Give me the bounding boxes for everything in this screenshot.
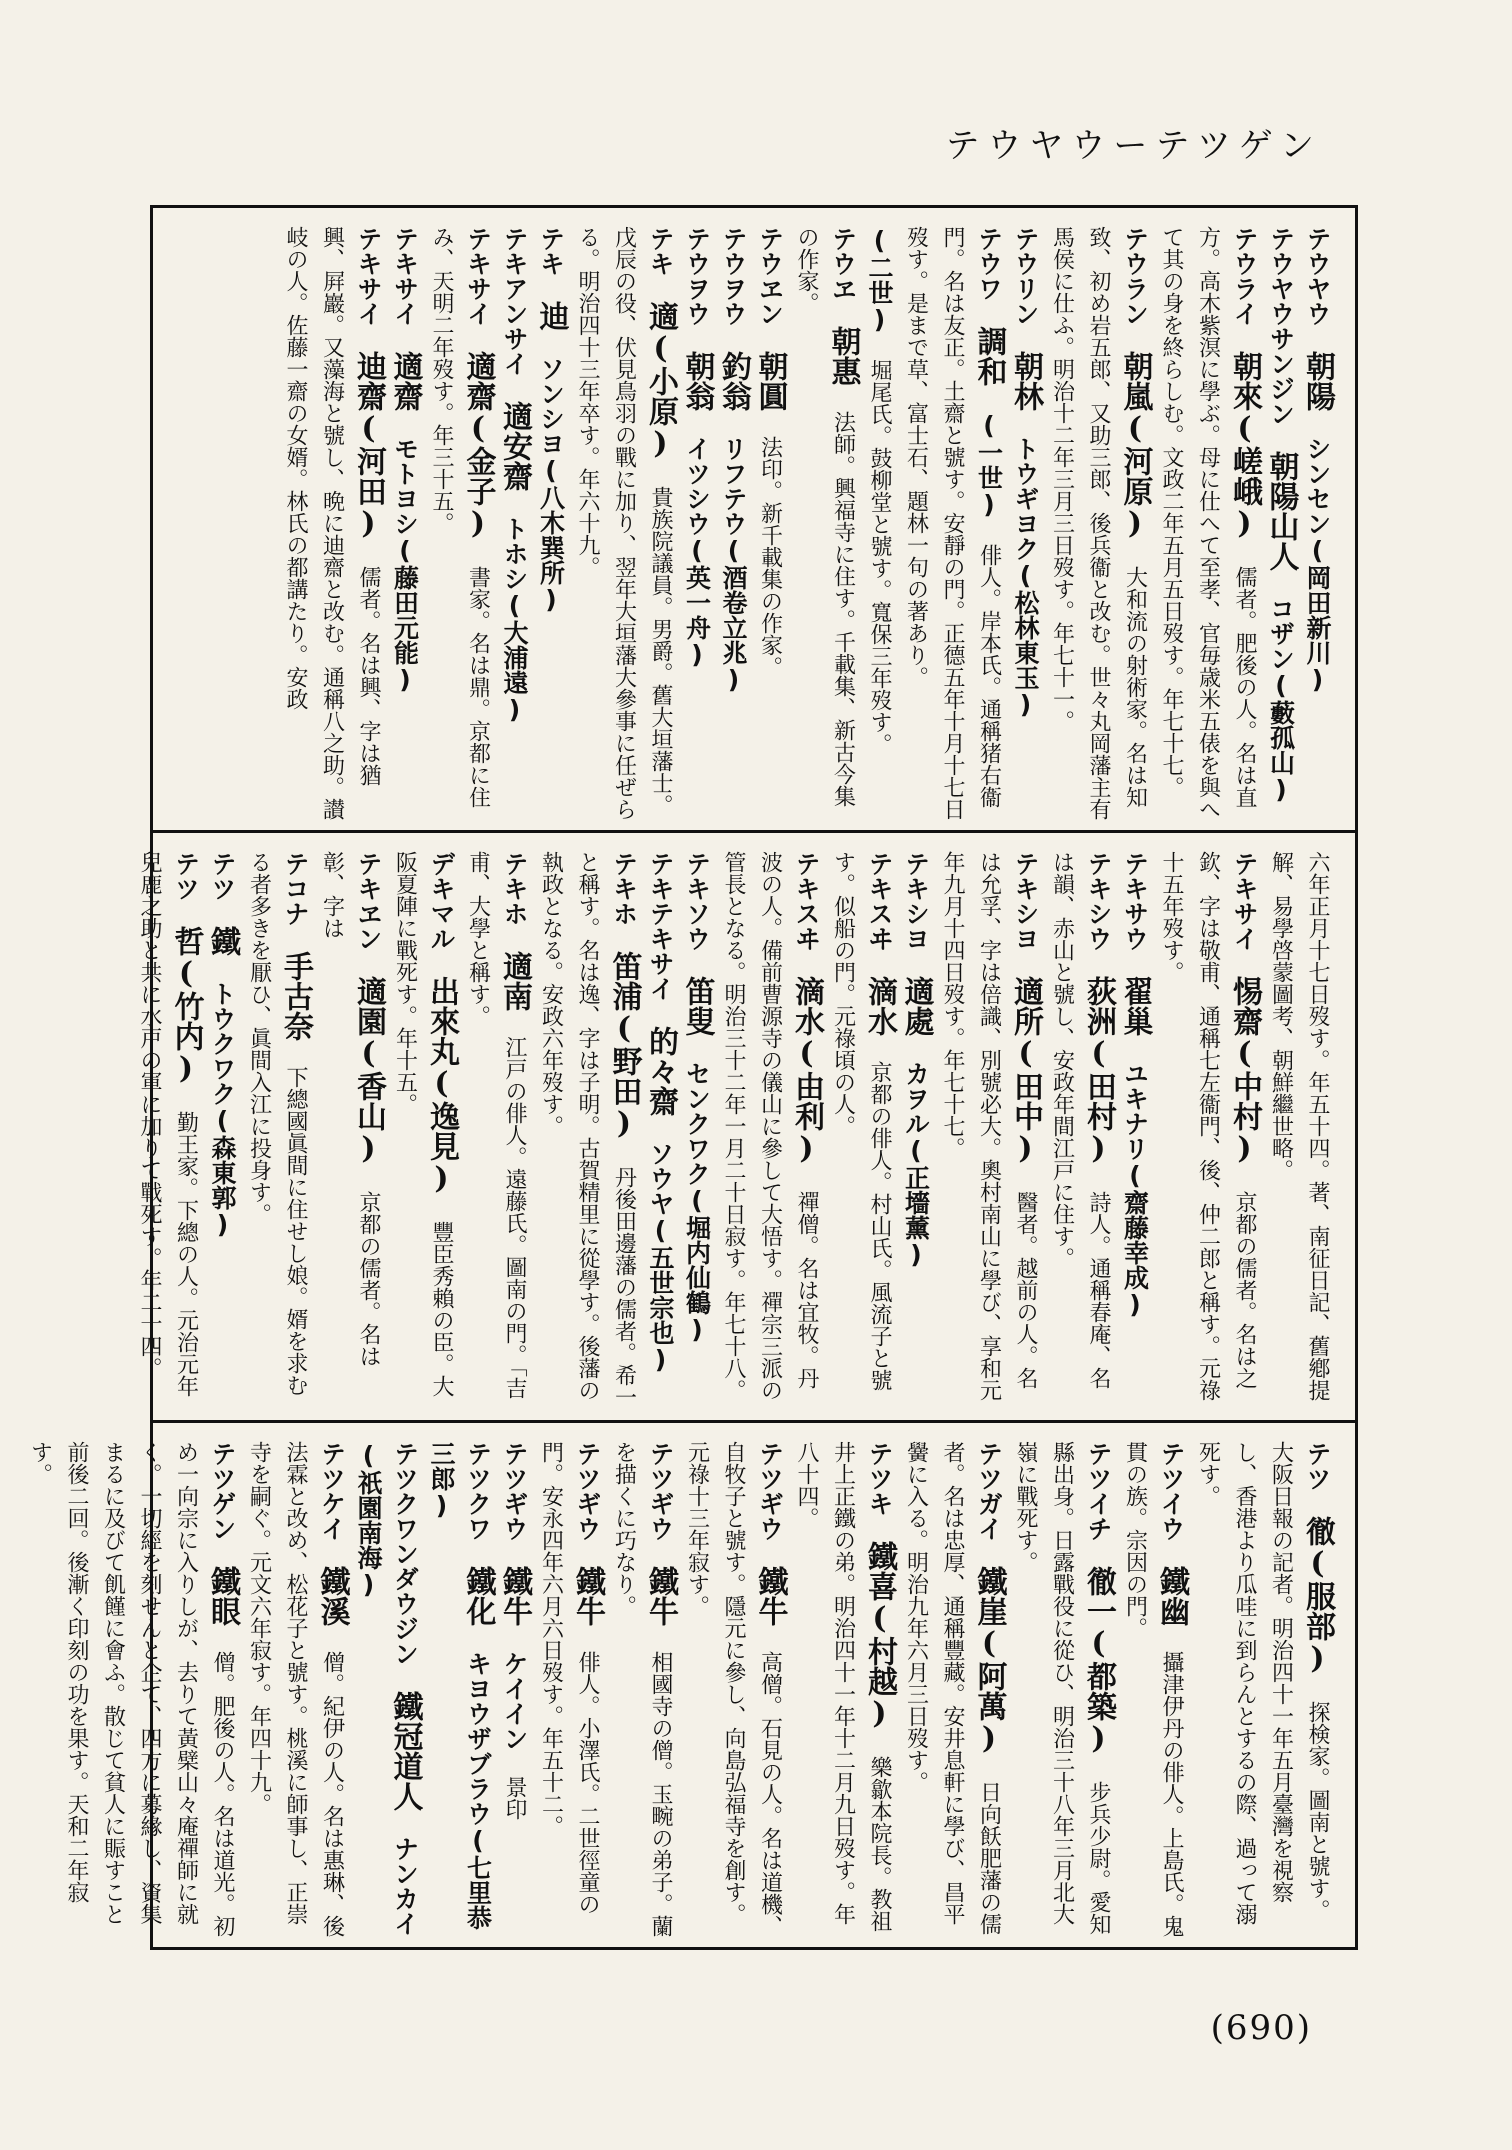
- entry-text: 僧。紀伊の人。名は惠琳、後法霖と改め、松花子と號す。桃溪に師事し、正崇寺を嗣ぐ。元文六年寂す。年四十九。: [246, 1441, 345, 1937]
- entry-name: 鐵眼: [205, 1566, 240, 1626]
- entry-head: テツ: [208, 851, 237, 901]
- entry-name: 調和: [971, 326, 1007, 386]
- entry-name: 適所(田中): [1008, 976, 1043, 1166]
- dictionary-entry: [715, 226, 752, 820]
- entry-head: デキマル: [427, 851, 456, 951]
- dictionary-entry: [532, 851, 642, 1410]
- entry-text: 俳人。岸本氏。通稱猪右衞門。名は友正。土齋と號す。安靜の門。正德五年十月十七日歿す。是まで草、富士石、題林一句の著あり。: [903, 226, 1002, 820]
- entry-name: 滴水(由利): [789, 976, 824, 1166]
- entry-text: 步兵少尉。愛知縣出身。日露戰役に從ひ、明治三十八年三月北大嶺に戰死す。: [1013, 1441, 1111, 1935]
- dictionary-entry: [496, 226, 533, 820]
- entry-name: 釣翁: [716, 351, 751, 411]
- dictionary-entry: [423, 1441, 496, 1940]
- dictionary-entry: [1043, 851, 1116, 1410]
- entry-reading: コザン(藪孤山): [1266, 596, 1296, 804]
- entry-reading: ソンシヨ(八木巽所): [536, 356, 566, 614]
- entry-head: テキスヰ: [865, 851, 894, 951]
- dictionary-entry: [678, 851, 715, 1410]
- entry-reading: ケイイン: [500, 1651, 529, 1751]
- entry-name: 朝翁: [679, 351, 715, 411]
- entry-name: 鐵冠道人: [387, 1691, 423, 1811]
- dictionary-entry: [532, 1441, 605, 1940]
- entry-text: 京都の俳人。村山氏。風流子と號す。似船の門。元祿頃の人。: [830, 851, 892, 1391]
- entry-head: テキホ: [500, 851, 529, 926]
- entry-name: 鐵幽: [1154, 1566, 1189, 1626]
- dictionary-entry: [240, 1441, 350, 1940]
- entry-name: 朝圓: [752, 351, 788, 411]
- entry-name: 適安齋: [497, 401, 532, 491]
- entries-column: [277, 226, 1336, 820]
- entry-name: 適處: [898, 976, 934, 1036]
- page-header: テウヤウーテツゲン: [945, 126, 1322, 166]
- dictionary-entry: [1189, 1441, 1335, 1940]
- dictionary-entry: [1262, 851, 1335, 1410]
- entry-head: テツガイ: [974, 1441, 1004, 1541]
- entry-reading: イツシウ(英一舟): [682, 436, 712, 669]
- section-top: [153, 208, 1355, 833]
- entry-name: 適齋: [387, 351, 423, 411]
- dictionary-entry: [569, 226, 679, 820]
- entry-reading: ソウヤ(五世宗也): [646, 1141, 675, 1374]
- entry-name: 鐵溪: [314, 1566, 350, 1626]
- entry-head: テキシヨ: [901, 851, 931, 951]
- entry-name: 鐵牛: [752, 1566, 788, 1626]
- entry-text: 相國寺の僧。玉畹の弟子。蘭を描くに巧なり。: [611, 1441, 673, 1937]
- entry-head: テツギウ: [500, 1441, 529, 1541]
- entry-name: 鐵崖(阿萬): [971, 1566, 1007, 1756]
- entry-name: 荻洲(田村): [1081, 976, 1116, 1166]
- entry-name: 鐵牛: [497, 1566, 532, 1626]
- entry-head: テツギウ: [646, 1441, 675, 1541]
- dictionary-entry: [1116, 851, 1153, 1410]
- entry-reading: モトヨシ(藤田元能): [390, 436, 420, 694]
- entry-reading: キヨウザブラウ(七里恭三郎): [427, 1441, 493, 1930]
- dictionary-entry: [824, 851, 897, 1410]
- dictionary-entry: [1299, 226, 1336, 820]
- dictionary-entry: [897, 851, 934, 1410]
- dictionary-entry: [751, 226, 788, 820]
- entry-text: 醫者。越前の人。名は允孚、字は倍識、別號必大。奧村南山に學び、享和元年九月十四日歿す。年七十七。: [940, 851, 1038, 1401]
- entry-head: テキテキサイ: [646, 851, 675, 1001]
- entry-name: 朝惠: [825, 326, 861, 386]
- entry-text: 高僧。石見の人。名は道機、自牧子と號す。隱元に參し、向島弘福寺を創す。元祿十三年寂す。: [684, 1441, 783, 1937]
- entry-reading: センクワク(堀内仙鶴): [682, 1061, 712, 1344]
- entry-name: 翟巢: [1117, 976, 1153, 1036]
- dictionary-entry: [386, 226, 423, 820]
- entry-text: 樂歙本院長。教祖井上正鐵の弟。明治四十一年十二月九日歿す。年八十四。: [794, 1441, 892, 1932]
- entry-head: テキシヨ: [1011, 851, 1040, 951]
- entry-head: テキシウ: [1084, 851, 1113, 951]
- entry-reading: トウクワク(森東郭): [208, 981, 237, 1239]
- dictionary-entry: [1116, 1441, 1189, 1940]
- entry-name: 朝陽: [1300, 351, 1335, 411]
- dictionary-entry: [897, 1441, 1007, 1940]
- entry-reading: シンセン(岡田新川): [1303, 436, 1332, 694]
- entry-head: テウヤウ: [1303, 226, 1332, 326]
- entry-text: 詩人。通稱春庵、名は韻、赤山と號し、安政年間江戸に住す。: [1049, 851, 1111, 1389]
- entry-head: テツ: [1303, 1441, 1332, 1491]
- dictionary-entry: [496, 1441, 533, 1940]
- dictionary-entry: [386, 851, 459, 1410]
- entry-name: 適齋(金子): [460, 351, 496, 541]
- entry-name: 迪齋(河田): [351, 351, 386, 541]
- entry-head: テツケイ: [317, 1441, 347, 1541]
- entry-text: 六年正月十七日歿す。年五十四。著、南征日記、舊鄕提解、易學啓蒙圖考、朝鮮繼世略。: [1268, 851, 1330, 1401]
- entry-name: 鐵喜(村越): [862, 1541, 897, 1731]
- entries-column: [21, 1441, 1335, 1940]
- entry-reading: ナンカイ(祇園南海): [354, 1441, 420, 1936]
- entry-text: 書家。名は鼎。京都に住み、天明二年歿す。年三十五。: [429, 226, 491, 808]
- entry-head: テコナ: [281, 851, 310, 926]
- entry-text: 江戸の俳人。遠藤氏。圖南の門。「吉甫、大學と稱す。: [465, 851, 527, 1399]
- entry-head: テツギウ: [755, 1441, 785, 1541]
- entry-head: テツクワンダウジン: [390, 1441, 420, 1666]
- entry-text: 景印: [502, 1776, 527, 1820]
- dictionary-entry: [1043, 226, 1153, 820]
- dictionary-entry: [897, 226, 1007, 820]
- entry-name: 鐵牛: [570, 1566, 605, 1626]
- entry-reading: ユキナリ(齋藤幸成): [1120, 1061, 1150, 1319]
- dictionary-entry: [678, 1441, 788, 1940]
- page-number: (690): [1210, 2008, 1312, 2048]
- dictionary-entry: [788, 226, 861, 820]
- entry-name: 的々齋: [643, 1026, 678, 1116]
- entry-text: 法師。興福寺に住す。千載集、新古今集の作家。: [794, 226, 856, 807]
- entry-head: テキサイ: [390, 226, 420, 326]
- dictionary-entry: [350, 1441, 423, 1940]
- entry-head: テウヲウ: [719, 226, 748, 326]
- entry-name: 惕齋(中村): [1227, 976, 1262, 1166]
- entry-name: 適園(香山): [351, 976, 386, 1166]
- dictionary-entry: [788, 1441, 898, 1940]
- entry-name: 哲(竹内): [168, 926, 204, 1086]
- entry-name: 適南: [497, 951, 532, 1011]
- entry-head: テウヲウ: [682, 226, 712, 326]
- entry-head: テキ: [646, 226, 675, 276]
- entry-head: テキ: [536, 226, 566, 276]
- dictionary-entry: [678, 226, 715, 820]
- entry-text: 豐臣秀賴の臣。大阪夏陣に戰死す。年十五。: [392, 851, 454, 1397]
- entry-head: テツゲン: [208, 1441, 237, 1541]
- entry-name: 迪: [533, 301, 569, 331]
- entry-text: 堀尾氏。鼓柳堂と號す。寬保三年歿す。: [867, 359, 892, 755]
- dictionary-entry: [1007, 226, 1044, 820]
- entry-name: 鐵: [205, 926, 240, 956]
- entry-text: 京都の儒者。名は彰、字は: [319, 851, 381, 1367]
- dictionary-entry: [1153, 851, 1263, 1410]
- entry-head: テツキ: [865, 1441, 894, 1516]
- entry-reading: (一世): [974, 411, 1004, 519]
- entry-text: 法印。新千載集の作家。: [757, 436, 783, 678]
- entry-text: 儒者。肥後の人。名は直方。高木紫溟に學ぶ。母に仕へて至孝、官毎歳米五俵を與へて其の身を終らしむ。文政二年五月五日歿す。年七十七。: [1159, 226, 1257, 820]
- entry-head: テウワ: [974, 226, 1004, 301]
- dictionary-entry: [605, 1441, 678, 1940]
- entry-head: テキサウ: [1120, 851, 1150, 951]
- dictionary-entry: [642, 851, 679, 1410]
- dictionary-entry: [240, 851, 313, 1410]
- entry-name: 朝林: [1008, 351, 1043, 411]
- entry-head: テキサイ: [1230, 851, 1259, 951]
- entry-reading: (二世): [865, 226, 894, 334]
- section-middle: [137, 833, 1355, 1423]
- entry-text: 俳人。小澤氏。二世徑童の門。安永四年六月六日歿す。年五十二。: [538, 1441, 600, 1915]
- dictionary-entry: [204, 851, 241, 1410]
- entry-name: 滴水: [862, 976, 897, 1036]
- entry-text: 大和流の射術家。名は知致、初め岩五郎、又助三郎、後兵衞と改む。世々丸岡藩主有馬侯に仕ふ。明治十二年三月三日歿す。年七十一。: [1049, 226, 1148, 820]
- entry-name: 笛叟: [679, 976, 715, 1036]
- dictionary-frame: [27, 205, 1358, 1950]
- entry-name: 朝陽山人: [1263, 451, 1299, 571]
- dictionary-entry: [131, 851, 204, 1410]
- entry-text: 日向飫肥藩の儒者。名は忠厚、通稱豐藏。安井息軒に學び、昌平黌に入る。明治九年六月三日歿す。: [903, 1441, 1002, 1935]
- entries-column: [131, 851, 1336, 1410]
- entry-name: 鐵牛: [643, 1566, 678, 1626]
- dictionary-entry: [532, 226, 569, 820]
- entry-name: 朝嵐(河原): [1117, 351, 1153, 541]
- entry-head: テウヤウサンジン: [1266, 226, 1296, 426]
- entry-head: テウラン: [1120, 226, 1150, 326]
- entry-name: 朝來(嵯峨): [1227, 351, 1262, 541]
- entry-text: 攝津伊丹の俳人。上島氏。鬼貫の族。宗因の門。: [1122, 1441, 1184, 1937]
- entry-name: 徹(服部): [1300, 1516, 1335, 1676]
- dictionary-entry: [459, 851, 532, 1410]
- entry-text: 貴族院議員。男爵。舊大垣藩士。戊辰の役、伏見鳥羽の戰に加り、翌年大垣藩大參事に任ぜらる。明治四十三年卒す。年六十九。: [575, 226, 673, 820]
- entry-text: 探検家。圖南と號す。大阪日報の記者。明治四十一年五月臺灣を視察し、香港より瓜哇に到らんとするの際、過って溺死す。: [1195, 1441, 1330, 1925]
- entry-head: テツイチ: [1084, 1441, 1113, 1541]
- entry-name: 出來丸(逸見): [424, 976, 459, 1196]
- entry-head: テキサイ: [354, 226, 383, 326]
- entry-head: テキホ: [609, 851, 639, 926]
- entry-text: 下總國眞間に住せし娘。婿を求むる者多きを厭ひ、眞間入江に投身す。: [246, 851, 308, 1396]
- entry-name: 適(小原): [643, 301, 678, 461]
- entry-reading: カヲル(正墻薰): [901, 1061, 931, 1269]
- dictionary-entry: [277, 226, 387, 820]
- section-bottom: [27, 1423, 1355, 1950]
- entry-head: テキヱン: [354, 851, 383, 951]
- entry-text: 丹後田邊藩の儒者。希一と稱す。名は逸、字は子明。古賀精里に從學す。後藩の執政となる。安政六年歿す。: [538, 851, 637, 1408]
- dictionary-entry: [1262, 226, 1299, 820]
- dictionary-entry: [21, 1441, 240, 1940]
- entry-head: テツクワ: [463, 1441, 493, 1541]
- entry-reading: リフテウ(酒卷立兆): [719, 436, 748, 694]
- dictionary-entry: [861, 226, 898, 820]
- entry-head: テツギウ: [573, 1441, 602, 1541]
- entry-head: テウライ: [1230, 226, 1259, 326]
- dictionary-entry: [1153, 226, 1263, 820]
- entry-head: テウリン: [1011, 226, 1040, 326]
- entry-text: 京都の儒者。名は之欽、字は敬甫、通稱七左衞門、後、仲二郎と稱す。元祿十五年歿す。: [1159, 851, 1257, 1401]
- entry-reading: トウギヨク(松林東玉): [1011, 436, 1040, 719]
- entry-name: 笛浦(野田): [606, 951, 642, 1141]
- entry-head: テキスヰ: [792, 851, 821, 951]
- entry-head: テキソウ: [682, 851, 712, 951]
- dictionary-entry: [423, 226, 496, 820]
- dictionary-entry: [313, 851, 386, 1410]
- dictionary-entry: [1007, 1441, 1117, 1940]
- entry-head: テキアンサイ: [500, 226, 529, 376]
- entry-head: テウヱ: [828, 226, 858, 301]
- entry-head: テツ: [171, 851, 201, 901]
- entry-name: 徹一(都築): [1081, 1566, 1116, 1756]
- entry-reading: トホシ(大浦遠): [500, 516, 529, 724]
- dictionary-entry: [934, 851, 1044, 1410]
- entry-text: 僧。肥後の人。名は道光。初め一向宗に入りしが、去りて黃檗山々庵禪師に就く。一切經を刻せんと企て、四方に募緣し、資集まるに及びて飢饉に會ふ。散じて貧人に賑すこと前後二回。後漸く印刻の功を果す。天和二年寂す。: [27, 1441, 235, 1937]
- entry-head: テウヱン: [755, 226, 785, 326]
- entry-head: テツイウ: [1157, 1441, 1186, 1541]
- entry-head: テキサイ: [463, 226, 493, 326]
- entry-text: 禪僧。名は宜牧。丹波の人。備前曹源寺の儀山に參して大悟す。禪宗三派の管長となる。明治三十二年一月二十日寂す。年七十八。: [721, 851, 819, 1401]
- entry-text: 勤王家。下總の人。元治元年兒鹿之助と共に水戸の軍に加りて戰死す。年二十四。: [137, 851, 199, 1397]
- entry-name: 鐵化: [460, 1566, 496, 1626]
- entry-text: 儒者。名は興、字は猶興、屛巖。又藻海と號し、晩に迪齋と改む。通稱八之助。讃岐の人。佐藤一齋の女婿。林氏の都講たり。安政: [283, 226, 381, 820]
- entry-name: 手古奈: [278, 951, 313, 1041]
- dictionary-entry: [715, 851, 825, 1410]
